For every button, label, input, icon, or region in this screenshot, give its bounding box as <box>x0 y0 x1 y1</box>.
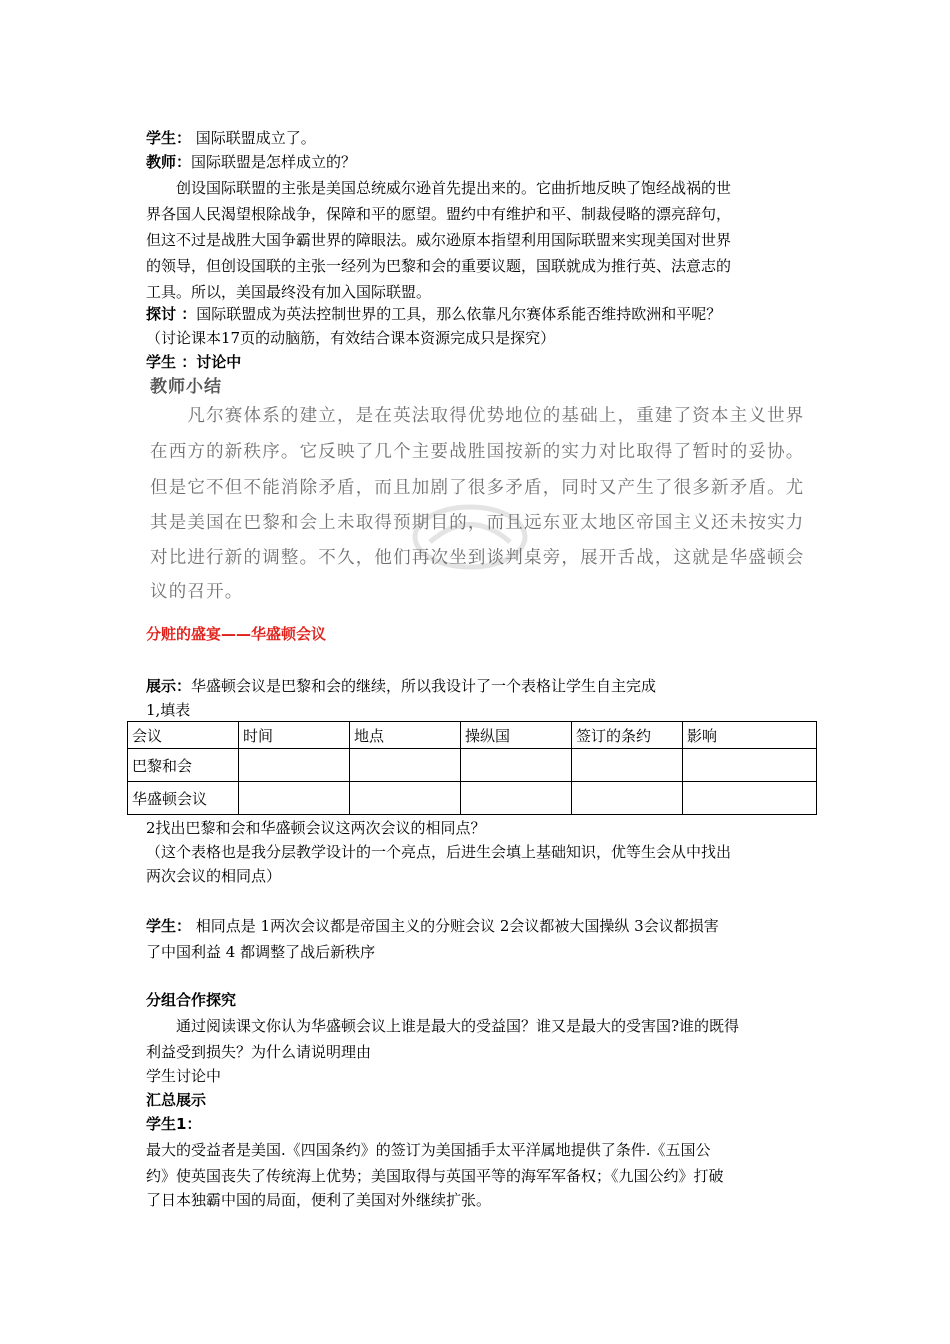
line-student-discussing: 学生 ：讨论中 <box>146 353 242 371</box>
table-cell <box>350 782 461 815</box>
question-2: 2找出巴黎和会和华盛顿会议这两次会议的相同点？ <box>146 819 486 837</box>
line-student-answer <box>146 914 719 938</box>
note-line: （这个表格也是我分层教学设计的一个亮点，后进生会填上基础知识，优等生会从中找出 <box>146 843 732 861</box>
table-cell <box>239 749 350 782</box>
table-cell <box>350 749 461 782</box>
fill-table-label: 1,填表 <box>146 701 191 719</box>
line-discuss <box>146 302 721 326</box>
comparison-table <box>127 721 817 815</box>
table-header-row <box>128 722 817 749</box>
header-cell: 时间 <box>239 722 350 749</box>
paragraph-line: 工具。所以，美国最终没有加入国际联盟。 <box>146 283 432 301</box>
line-student-1 <box>146 126 316 150</box>
section-title: 分赃的盛宴——华盛顿会议 <box>146 625 327 643</box>
header-cell: 会议 <box>128 722 239 749</box>
speaker-label: 教师： <box>146 153 192 171</box>
table-cell: 巴黎和会 <box>128 749 239 782</box>
discuss-label: 探讨 ： <box>146 305 197 323</box>
paragraph-line: 创设国际联盟的主张是美国总统威尔逊首先提出来的。它曲折地反映了饱经战祸的世 <box>146 179 732 197</box>
student-1-label: 学生1： <box>146 1115 202 1133</box>
table-cell: 华盛顿会议 <box>128 782 239 815</box>
answer-line: 最大的受益者是美国.《四国条约》的签订为美国插手太平洋属地提供了条件.《五国公 <box>146 1141 711 1159</box>
line-text: 相同点是 1两次会议都是帝国主义的分赃会议 2会议都被大国操纵 3会议都损害 <box>191 917 719 935</box>
paragraph-line: 的领导，但创设国联的主张一经列为巴黎和会的重要议题，国联就成为推行英、法意志的 <box>146 257 732 275</box>
table-row <box>128 749 817 782</box>
answer-line: 约》使英国丧失了传统海上优势；美国取得与英国平等的海军军备权；《九国公约》打破 <box>146 1167 724 1185</box>
header-cell: 地点 <box>350 722 461 749</box>
group-paragraph: 利益受到损失？为什么请说明理由 <box>146 1043 372 1061</box>
scanned-summary-image <box>150 372 810 612</box>
group-paragraph: 通过阅读课文你认为华盛顿会议上谁是最大的受益国？谁又是最大的受害国?谁的既得 <box>146 1017 740 1035</box>
summary-line: 在西方的新秩序。它反映了几个主要战胜国按新的实力对比取得了暂时的妥协。 <box>150 442 805 462</box>
table-cell <box>461 782 572 815</box>
line-text: 了中国利益 4 都调整了战后新秩序 <box>146 943 376 961</box>
header-cell: 签订的条约 <box>572 722 683 749</box>
note-line: 两次会议的相同点） <box>146 867 282 885</box>
line-text: 华盛顿会议是巴黎和会的继续，所以我设计了一个表格让学生自主完成 <box>191 677 657 695</box>
summary-line: 对比进行新的调整。不久，他们再次坐到谈判桌旁，展开舌战，这就是华盛顿会 <box>150 548 805 568</box>
summary-title: 教师小结 <box>150 377 222 397</box>
table-cell <box>461 749 572 782</box>
group-title: 分组合作探究 <box>146 991 237 1009</box>
discuss-line: 学生讨论中 <box>146 1067 222 1085</box>
line-show <box>146 674 656 698</box>
summary-line: 其是美国在巴黎和会上未取得预期目的，而且远东亚太地区帝国主义还未按实力 <box>150 513 805 533</box>
line-note: （讨论课本17页的动脑筋，有效结合课本资源完成只是探究） <box>146 329 556 347</box>
table-cell <box>239 782 350 815</box>
paragraph-line: 但这不过是战胜大国争霸世界的障眼法。威尔逊原本指望利用国际联盟来实现美国对世界 <box>146 231 732 249</box>
table-cell <box>683 782 817 815</box>
answer-line: 了日本独霸中国的局面，便利了美国对外继续扩张。 <box>146 1191 492 1209</box>
summary-line: 凡尔赛体系的建立，是在英法取得优势地位的基础上，重建了资本主义世界 <box>150 406 805 426</box>
table-cell <box>572 749 683 782</box>
speaker-label: 学生： <box>146 917 192 935</box>
header-cell: 影响 <box>683 722 817 749</box>
speaker-label: 学生： <box>146 129 192 147</box>
table-cell <box>572 782 683 815</box>
show-label: 展示： <box>146 677 192 695</box>
paragraph-line: 界各国人民渴望根除战争，保障和平的愿望。盟约中有维护和平、制裁侵略的漂亮辞句， <box>146 205 732 223</box>
table-row <box>128 782 817 815</box>
line-text: 国际联盟成立了。 <box>191 129 316 147</box>
line-text: 国际联盟是怎样成立的？ <box>191 153 357 171</box>
table-cell <box>683 749 817 782</box>
line-teacher-1 <box>146 150 356 174</box>
summary-line: 议的召开。 <box>150 582 244 602</box>
line-text: 国际联盟成为英法控制世界的工具，那么依靠凡尔赛体系能否维持欧洲和平呢？ <box>196 305 722 323</box>
header-cell: 操纵国 <box>461 722 572 749</box>
summary-line: 但是它不但不能消除矛盾，而且加剧了很多矛盾，同时又产生了很多新矛盾。尤 <box>150 478 805 498</box>
summary-heading: 汇总展示 <box>146 1091 207 1109</box>
